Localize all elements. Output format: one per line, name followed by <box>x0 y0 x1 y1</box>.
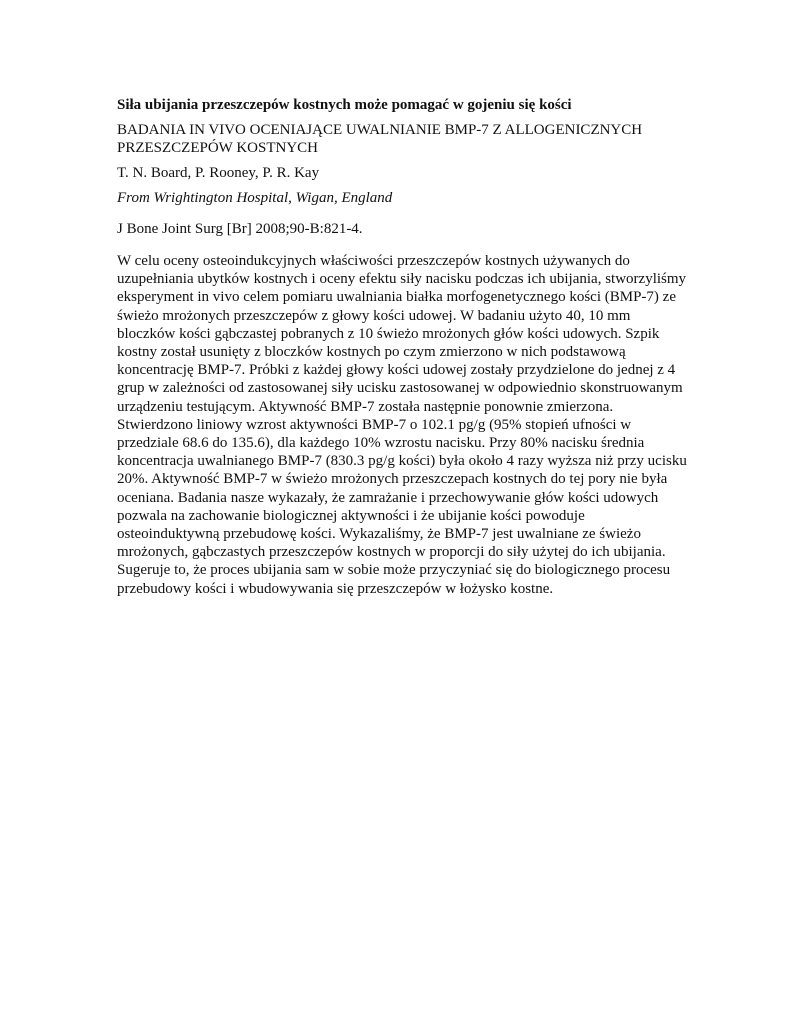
document-title-english: BADANIA IN VIVO OCENIAJĄCE UWALNIANIE BMP-7 Z ALLOGENICZNYCH PRZESZCZEPÓW KOSTNYCH <box>117 122 643 156</box>
abstract-paragraph: W celu oceny osteoindukcyjnych właściwości przeszczepów kostnych używanych do uzupełniania ubytków kostnych i oceny efektu siły nacisku podczas ich ubijania, stworzyliśmy eksperyment in vivo celem pomiaru uwalniania białka morfogenetycznego kości (BMP-7) ze świeżo mrożonych przeszczepów z głowy kości udowej. W badaniu użyto 40, 10 mm bloczków kości gąbczastej pobranych z 10 świeżo mrożonych głów kości udowych. Szpik kostny został usunięty z bloczków kostnych po czym zmierzono w nich podstawową koncentrację BMP-7. Próbki z każdej głowy kości udowej zostały przydzielone do jednej z 4 grup w zależności od zastosowanej siły ucisku zastosowanej w odpowiednio skonstruowanym urządzeniu testującym. Aktywność BMP-7 została następnie ponownie zmierzona. Stwierdzono liniowy wzrost aktywności BMP-7 o 102.1 pg/g (95% stopień ufności w przedziale 68.6 do 135.6), dla każdego 10% wzrostu nacisku. Przy 80% nacisku średnia koncentracja uwalnianego BMP-7 (830.3 pg/g kości) była około 4 razy wyższa niż przy ucisku 20%. Aktywność BMP-7 w świeżo mrożonych przeszczepach kostnych do tej pory nie była oceniana. Badania nasze wykazały, że zamrażanie i przechowywanie głów kości udowych pozwala na zachowanie biologicznej aktywności i że ubijanie kości powoduje osteoinduktywną przebudowę kości. Wykazaliśmy, że BMP-7 jest uwalniane ze świeżo mrożonych, gąbczastych przeszczepów kostnych w proporcji do siły użytej do ich ubijania. Sugeruje to, że proces ubijania sam w sobie może przyczyniać się do biologicznego procesu przebudowy kości i wbudowywania się przeszczepów w łożysko kostne. <box>117 253 687 597</box>
authors-line: T. N. Board, P. Rooney, P. R. Kay <box>117 165 320 181</box>
document-title-polish: Siła ubijania przeszczepów kostnych może pomagać w gojeniu się kości <box>117 97 572 113</box>
affiliation-line: From Wrightington Hospital, Wigan, England <box>117 190 393 206</box>
citation-line: J Bone Joint Surg [Br] 2008;90-B:821-4. <box>117 221 363 237</box>
document-page <box>117 96 687 598</box>
